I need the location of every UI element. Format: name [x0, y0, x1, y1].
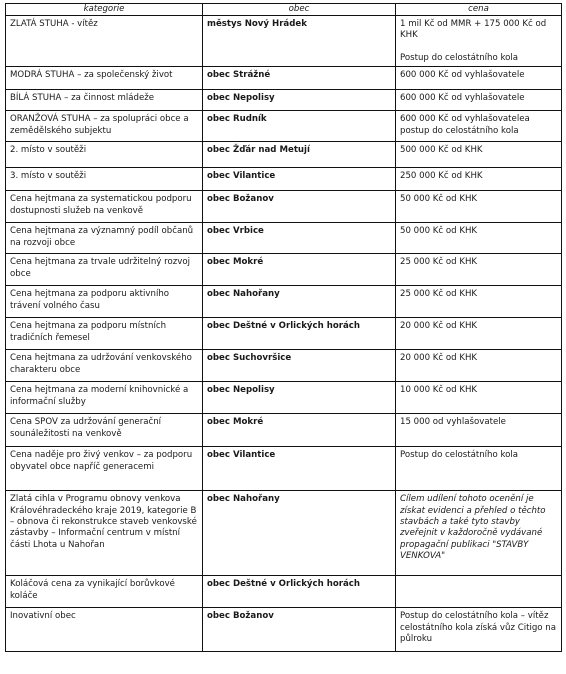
table-row: [6, 382, 562, 414]
cell-obec: obec Deštné v Orlických horách: [203, 318, 396, 350]
header-kategorie: kategorie: [6, 4, 203, 16]
table-header-row: [6, 4, 562, 16]
cell-kategorie: Inovativní obec: [6, 608, 203, 652]
table-row: [6, 111, 562, 142]
table-row: [6, 191, 562, 223]
table-row: [6, 168, 562, 191]
cell-kategorie: Cena naděje pro živý venkov – za podporu obyvatel obce napříč generacemi: [6, 447, 203, 491]
cell-obec: obec Božanov: [203, 608, 396, 652]
cell-cena: 600 000 Kč od vyhlašovatele: [396, 67, 562, 90]
cell-cena: [396, 16, 562, 67]
paragraph-gap: [400, 42, 557, 53]
table-row: [6, 90, 562, 111]
cell-cena: 250 000 Kč od KHK: [396, 168, 562, 191]
cell-cena: 15 000 od vyhlašovatele: [396, 414, 562, 447]
cell-cena: 25 000 Kč od KHK: [396, 286, 562, 318]
awards-table: [5, 3, 562, 652]
cell-kategorie: ORANŽOVÁ STUHA – za spolupráci obce a zemědělského subjektu: [6, 111, 203, 142]
table-row: [6, 67, 562, 90]
cell-obec: obec Strážné: [203, 67, 396, 90]
table-row: [6, 350, 562, 382]
table-row: [6, 318, 562, 350]
cell-cena: 50 000 Kč od KHK: [396, 223, 562, 254]
cell-cena: 20 000 Kč od KHK: [396, 318, 562, 350]
cell-obec: obec Nahořany: [203, 286, 396, 318]
table-row: [6, 223, 562, 254]
cell-cena: 20 000 Kč od KHK: [396, 350, 562, 382]
cell-kategorie: ZLATÁ STUHA - vítěz: [6, 16, 203, 67]
cena-extra-text: Postup do celostátního kola: [400, 52, 519, 63]
cell-obec: obec Vilantice: [203, 168, 396, 191]
cell-obec: obec Božanov: [203, 191, 396, 223]
table-row: [6, 491, 562, 576]
cell-obec: obec Vilantice: [203, 447, 396, 491]
table-row: [6, 576, 562, 608]
cell-kategorie: MODRÁ STUHA – za společenský život: [6, 67, 203, 90]
cell-obec: obec Nepolisy: [203, 90, 396, 111]
cell-obec: městys Nový Hrádek: [203, 16, 396, 67]
table-row: [6, 254, 562, 286]
cell-cena: Postup do celostátního kola – vítěz celostátního kola získá vůz Citigo na půlroku: [396, 608, 562, 652]
cell-kategorie: Cena hejtmana za podporu aktivního trávení volného času: [6, 286, 203, 318]
cell-cena: 500 000 Kč od KHK: [396, 142, 562, 168]
cell-obec: obec Nahořany: [203, 491, 396, 576]
cell-cena: Postup do celostátního kola: [396, 447, 562, 491]
cell-cena: 25 000 Kč od KHK: [396, 254, 562, 286]
cell-kategorie: Koláčová cena za vynikající borůvkové koláče: [6, 576, 203, 608]
cell-kategorie: Zlatá cihla v Programu obnovy venkova Královéhradeckého kraje 2019, kategorie B – obnova či rekonstrukce staveb venkovské zástavby – Informační centrum v místní části Lhota u Nahořan: [6, 491, 203, 576]
cell-kategorie: Cena hejtmana za trvale udržitelný rozvoj obce: [6, 254, 203, 286]
cell-cena: 600 000 Kč od vyhlašovatele: [396, 90, 562, 111]
cell-obec: obec Suchovršice: [203, 350, 396, 382]
cell-kategorie: Cena hejtmana za moderní knihovnické a informační služby: [6, 382, 203, 414]
cell-kategorie: 3. místo v soutěži: [6, 168, 203, 191]
table-row: [6, 286, 562, 318]
table-row: [6, 16, 562, 67]
table-row: [6, 142, 562, 168]
table-row: [6, 414, 562, 447]
header-cena: cena: [396, 4, 562, 16]
table-row: [6, 608, 562, 652]
cell-obec: obec Rudník: [203, 111, 396, 142]
header-obec: obec: [203, 4, 396, 16]
cell-cena: 600 000 Kč od vyhlašovatelea postup do celostátního kola: [396, 111, 562, 142]
cell-cena: [396, 576, 562, 608]
cell-cena: 10 000 Kč od KHK: [396, 382, 562, 414]
cell-kategorie: 2. místo v soutěži: [6, 142, 203, 168]
cena-text: 1 mil Kč od MMR + 175 000 Kč od KHK: [400, 19, 547, 41]
cell-obec: obec Deštné v Orlických horách: [203, 576, 396, 608]
cell-obec: obec Vrbice: [203, 223, 396, 254]
cell-obec: obec Žďár nad Metují: [203, 142, 396, 168]
cell-cena: 50 000 Kč od KHK: [396, 191, 562, 223]
cell-kategorie: Cena hejtmana za udržování venkovského charakteru obce: [6, 350, 203, 382]
cell-kategorie: Cena hejtmana za podporu místních tradičních řemesel: [6, 318, 203, 350]
cell-kategorie: Cena hejtmana za významný podíl občanů na rozvoji obce: [6, 223, 203, 254]
cell-obec: obec Mokré: [203, 414, 396, 447]
table-row: [6, 447, 562, 491]
cell-kategorie: Cena SPOV za udržování generační sounáležitosti na venkově: [6, 414, 203, 447]
cell-kategorie: Cena hejtmana za systematickou podporu dostupnosti služeb na venkově: [6, 191, 203, 223]
cell-obec: obec Nepolisy: [203, 382, 396, 414]
document-page: [5, 3, 561, 652]
cell-obec: obec Mokré: [203, 254, 396, 286]
cell-cena: Cílem udílení tohoto ocenění je získat evidenci a přehled o těchto stavbách a také tyto stavby zveřejnit v každoročně vydávané propagační publikaci "STAVBY VENKOVA": [396, 491, 562, 576]
cell-kategorie: BÍLÁ STUHA – za činnost mládeže: [6, 90, 203, 111]
